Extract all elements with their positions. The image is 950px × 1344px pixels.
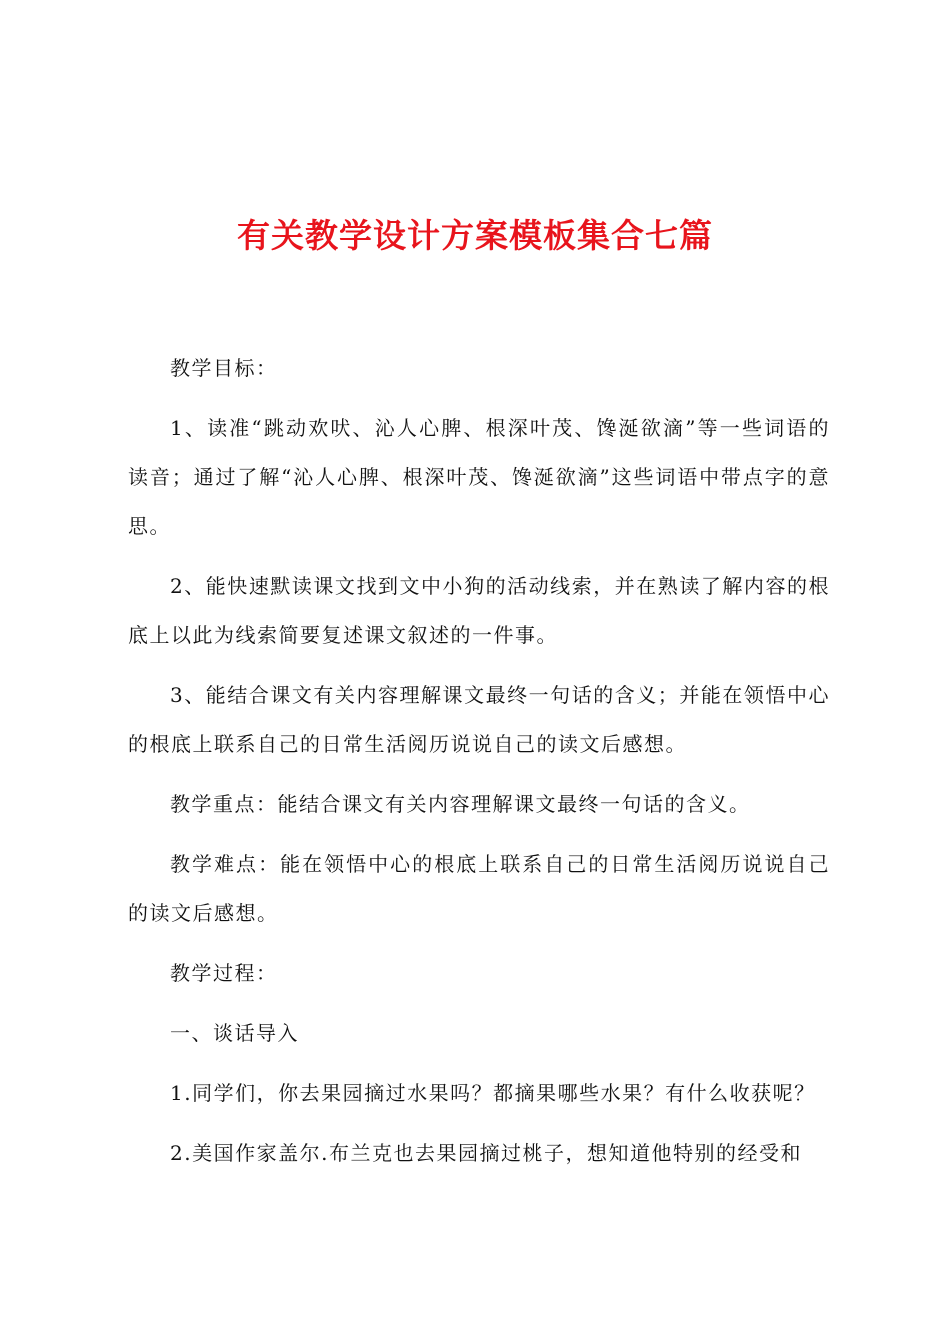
- paragraph-objective-1: 1、读准“跳动欢吠、沁人心脾、根深叶茂、馋涎欲滴”等一些词语的读音；通过了解“沁人心脾、根深叶茂、馋涎欲滴”这些词语中带点字的意思。: [128, 416, 830, 538]
- paragraph-key-point: 教学重点：能结合课文有关内容理解课文最终一句话的含义。: [170, 792, 751, 816]
- paragraph-section-1: 一、谈话导入: [170, 1021, 299, 1045]
- document-title: 有关教学设计方案模板集合七篇: [237, 216, 713, 255]
- paragraph-process-heading: 教学过程：: [170, 961, 278, 985]
- paragraph-objective-2: 2、能快速默读课文找到文中小狗的活动线索，并在熟读了解内容的根底上以此为线索简要复述课文叙述的一件事。: [128, 574, 830, 647]
- paragraph-step-1: 1.同学们，你去果园摘过水果吗？都摘果哪些水果？有什么收获呢？: [170, 1081, 816, 1105]
- paragraph-step-2: 2.美国作家盖尔.布兰克也去果园摘过桃子，想知道他特别的经受和: [170, 1141, 802, 1165]
- paragraph-objectives-heading: 教学目标：: [170, 356, 278, 380]
- paragraph-objective-3: 3、能结合课文有关内容理解课文最终一句话的含义；并能在领悟中心的根底上联系自己的日常生活阅历说说自己的读文后感想。: [128, 683, 830, 756]
- document-body: [128, 344, 830, 1178]
- paragraph-difficulty: 教学难点：能在领悟中心的根底上联系自己的日常生活阅历说说自己的读文后感想。: [128, 852, 830, 925]
